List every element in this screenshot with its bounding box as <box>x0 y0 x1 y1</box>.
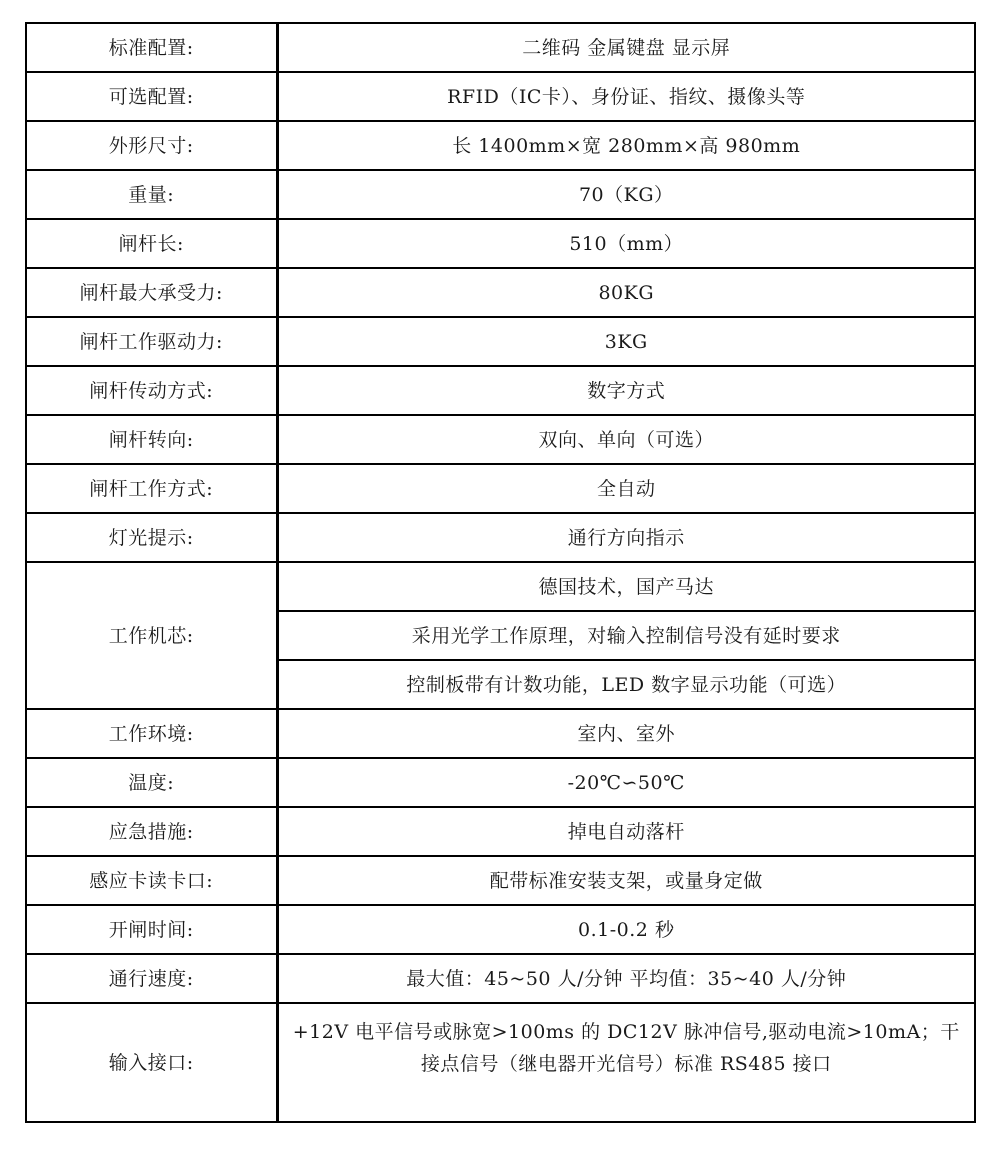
core-label: 工作机芯: <box>26 562 277 709</box>
row-label: 温度: <box>26 758 277 807</box>
row-label: 应急措施: <box>26 807 277 856</box>
row-value: 配带标准安装支架，或量身定做 <box>277 856 975 905</box>
row-label: 通行速度: <box>26 954 277 1003</box>
row-label: 外形尺寸: <box>26 121 277 170</box>
table-row <box>26 121 975 170</box>
row-value: 3KG <box>277 317 975 366</box>
row-label: 灯光提示: <box>26 513 277 562</box>
table-row <box>26 709 975 758</box>
row-value: 室内、室外 <box>277 709 975 758</box>
row-label: 闸杆传动方式: <box>26 366 277 415</box>
row-label: 可选配置: <box>26 72 277 121</box>
row-value: 通行方向指示 <box>277 513 975 562</box>
row-value: RFID（IC卡）、身份证、指纹、摄像头等 <box>277 72 975 121</box>
input-interface-value <box>277 1003 975 1122</box>
core-value: 采用光学工作原理，对输入控制信号没有延时要求 <box>277 611 975 660</box>
input-interface-line-1: +12V 电平信号或脉宽>100ms 的 DC12V 脉冲信号,驱动电流>10mA；干 <box>292 1021 960 1043</box>
table-row <box>26 219 975 268</box>
row-label: 标准配置: <box>26 23 277 72</box>
row-value: 0.1-0.2 秒 <box>277 905 975 954</box>
table-row-input-interface <box>26 1003 975 1122</box>
table-row <box>26 170 975 219</box>
row-label: 感应卡读卡口: <box>26 856 277 905</box>
row-label: 闸杆工作驱动力: <box>26 317 277 366</box>
row-label: 闸杆转向: <box>26 415 277 464</box>
row-value: 掉电自动落杆 <box>277 807 975 856</box>
table-row-core <box>26 562 975 611</box>
table-row <box>26 954 975 1003</box>
row-label: 重量: <box>26 170 277 219</box>
table-row <box>26 807 975 856</box>
row-value: 80KG <box>277 268 975 317</box>
row-label: 闸杆工作方式: <box>26 464 277 513</box>
core-value: 控制板带有计数功能，LED 数字显示功能（可选） <box>277 660 975 709</box>
spec-table <box>25 22 976 1123</box>
table-row <box>26 23 975 72</box>
row-label: 闸杆长: <box>26 219 277 268</box>
row-value: 长 1400mm×宽 280mm×高 980mm <box>277 121 975 170</box>
row-value: 数字方式 <box>277 366 975 415</box>
row-label: 开闸时间: <box>26 905 277 954</box>
row-value: 最大值：45~50 人/分钟 平均值：35~40 人/分钟 <box>277 954 975 1003</box>
table-row <box>26 317 975 366</box>
row-value: 二维码 金属键盘 显示屏 <box>277 23 975 72</box>
table-row <box>26 905 975 954</box>
row-value: 全自动 <box>277 464 975 513</box>
table-row <box>26 513 975 562</box>
table-row <box>26 415 975 464</box>
table-row <box>26 464 975 513</box>
row-value: 70（KG） <box>277 170 975 219</box>
row-value: -20℃∽50℃ <box>277 758 975 807</box>
row-value: 双向、单向（可选） <box>277 415 975 464</box>
table-row <box>26 72 975 121</box>
row-label: 闸杆最大承受力: <box>26 268 277 317</box>
input-interface-label: 输入接口: <box>26 1003 277 1122</box>
table-row <box>26 366 975 415</box>
input-interface-line-2: 接点信号（继电器开光信号）标准 RS485 接口 <box>420 1053 832 1075</box>
row-value: 510（mm） <box>277 219 975 268</box>
core-value: 德国技术，国产马达 <box>277 562 975 611</box>
table-row <box>26 268 975 317</box>
table-row <box>26 856 975 905</box>
row-label: 工作环境: <box>26 709 277 758</box>
table-row <box>26 758 975 807</box>
